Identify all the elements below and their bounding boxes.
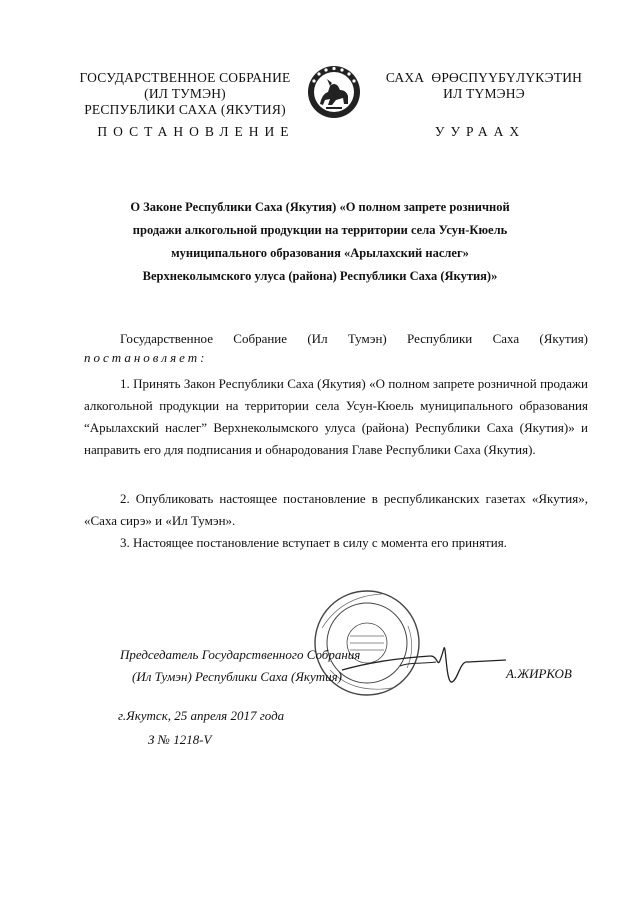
title-line-1: О Законе Республики Саха (Якутия) «О полном запрете розничной [130,200,510,214]
document-kind-russian: ПОСТАНОВЛЕНИЕ [97,124,295,139]
document-kind-yakut: УУРААХ [434,124,526,139]
paragraph-1: 1. Принять Закон Республики Саха (Якутия) «О полном запрете розничной продажи алкогольной продукции на территории села Усун-Кюель муниципального образования “Арылахский наслег” Верхнеколымского улуса (района) Республики Саха (Якутия)» и направить его для подписания и обнародования Главе Республики Саха (Якутия). [84,376,588,457]
header-left-block [60,70,310,118]
intro-paragraph: Государственное Собрание (Ил Тумэн) Республики Саха (Якутия) [120,331,588,346]
header-right-line-2: ИЛ ТҮМЭНЭ [443,86,525,101]
header-left-line-2: (ИЛ ТУМЭН) [144,86,226,101]
paragraph-2: 2. Опубликовать настоящее постановление в республиканских газетах «Якутия», «Саха сирэ» и «Ил Тумэн». [84,491,588,528]
header-right-line-1: САХА ӨРӨСПҮҮБҮЛҮКЭТИН [385,70,583,85]
signatory-post-line-1: Председатель Государственного Собрания [120,647,361,662]
title-line-2: продажи алкогольной продукции на территории села Усун-Кюель [132,223,508,237]
title-line-3: муниципального образования «Арылахский наслег» [171,246,469,260]
document-number: З № 1218-V [148,732,212,747]
header-right-block [368,70,600,102]
signatory-name: А.ЖИРКОВ [506,666,572,681]
header-left-line-1: ГОСУДАРСТВЕННОЕ СОБРАНИЕ [79,70,291,85]
handwritten-signature [340,640,510,690]
title-line-4: Верхнеколымского улуса (района) Республики Саха (Якутия)» [142,269,498,283]
document-title [100,196,540,288]
header-left-line-3: РЕСПУБЛИКИ САХА (ЯКУТИЯ) [84,102,286,117]
coat-of-arms-emblem-icon [306,64,362,120]
place-and-date: г.Якутск, 25 апреля 2017 года [118,708,285,723]
paragraph-3: 3. Настоящее постановление вступает в силу с момента его принятия. [120,535,507,550]
resolves-word: постановляет: [84,350,208,365]
signatory-post-line-2: (Ил Тумэн) Республики Саха (Якутия) [132,669,342,684]
